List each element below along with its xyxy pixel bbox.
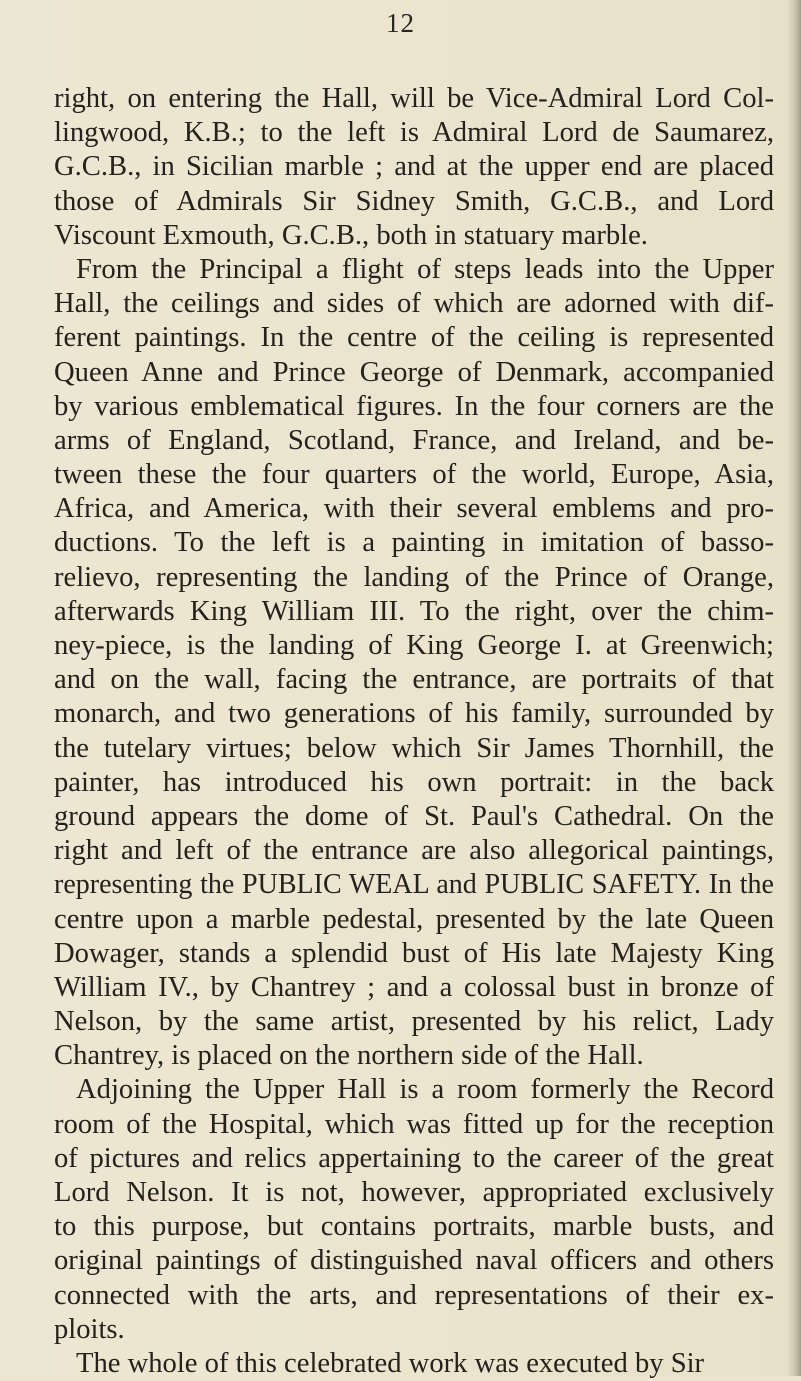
text-line: ney-piece, is the landing of King George I. at Greenwich;: [54, 630, 774, 661]
text-line: original paintings of distinguished naval officers and others: [54, 1245, 774, 1277]
text-line: Hall, the ceilings and sides of which are adorned with dif-: [54, 288, 774, 320]
text-line: by various emblematical figures. In the four corners are the: [54, 390, 774, 422]
text-line: representing the PUBLIC WEAL and PUBLIC SAFETY. In the: [54, 869, 774, 901]
text-line: Adjoining the Upper Hall is a room formerly the Record: [76, 1074, 774, 1106]
text-line: connected with the arts, and representations of their ex-: [54, 1279, 774, 1311]
text-line: Dowager, stands a splendid bust of His late Majesty King: [54, 937, 774, 969]
text-line: ductions. To the left is a painting in imitation of basso-: [54, 527, 774, 559]
text-line: tween these the four quarters of the world, Europe, Asia,: [54, 459, 774, 491]
text-line: the tutelary virtues; below which Sir James Thornhill, the: [54, 732, 774, 764]
text-line: and on the wall, facing the entrance, are portraits of that: [54, 664, 774, 696]
text-line: ferent paintings. In the centre of the ceiling is represented: [54, 322, 774, 354]
text-line: relievo, representing the landing of the Prince of Orange,: [54, 561, 774, 593]
text-line: lingwood, K.B.; to the left is Admiral Lord de Saumarez,: [54, 117, 774, 149]
page-number: 12: [386, 8, 415, 38]
text-line: to this purpose, but contains portraits, marble busts, and: [54, 1211, 774, 1243]
text-line: centre upon a marble pedestal, presented by the late Queen: [54, 903, 774, 935]
text-line: Nelson, by the same artist, presented by his relict, Lady: [54, 1006, 774, 1038]
text-line: G.C.B., in Sicilian marble ; and at the upper end are placed: [54, 151, 774, 183]
text-line: room of the Hospital, which was fitted up for the reception: [54, 1108, 774, 1140]
text-line: Chantrey, is placed on the northern side of the Hall.: [54, 1040, 644, 1072]
text-line: monarch, and two generations of his family, surrounded by: [54, 698, 774, 730]
text-line: afterwards King William III. To the right, over the chim-: [54, 595, 774, 627]
text-line: ground appears the dome of St. Paul's Cathedral. On the: [54, 800, 774, 832]
text-line: From the Principal a flight of steps leads into the Upper: [76, 253, 774, 285]
text-line: ploits.: [54, 1313, 125, 1345]
text-line: Queen Anne and Prince George of Denmark, accompanied: [54, 356, 774, 388]
text-line: painter, has introduced his own portrait: in the back: [54, 766, 774, 798]
text-line: right, on entering the Hall, will be Vice-Admiral Lord Col-: [54, 83, 774, 114]
page-edge-shadow: [787, 0, 801, 1376]
text-line: William IV., by Chantrey ; and a colossal bust in bronze of: [54, 971, 774, 1003]
text-line: right and left of the entrance are also allegorical paintings,: [54, 835, 774, 867]
text-line: of pictures and relics appertaining to the career of the great: [54, 1142, 774, 1174]
text-line: arms of England, Scotland, France, and Ireland, and be-: [54, 424, 774, 456]
text-line: Viscount Exmouth, G.C.B., both in statuary marble.: [54, 219, 648, 251]
body-text: [54, 82, 774, 1381]
text-line: Africa, and America, with their several emblems and pro-: [54, 493, 774, 525]
text-line: The whole of this celebrated work was executed by Sir: [76, 1347, 705, 1379]
text-line: Lord Nelson. It is not, however, appropriated exclusively: [54, 1177, 774, 1208]
text-line: those of Admirals Sir Sidney Smith, G.C.B., and Lord: [54, 185, 774, 217]
